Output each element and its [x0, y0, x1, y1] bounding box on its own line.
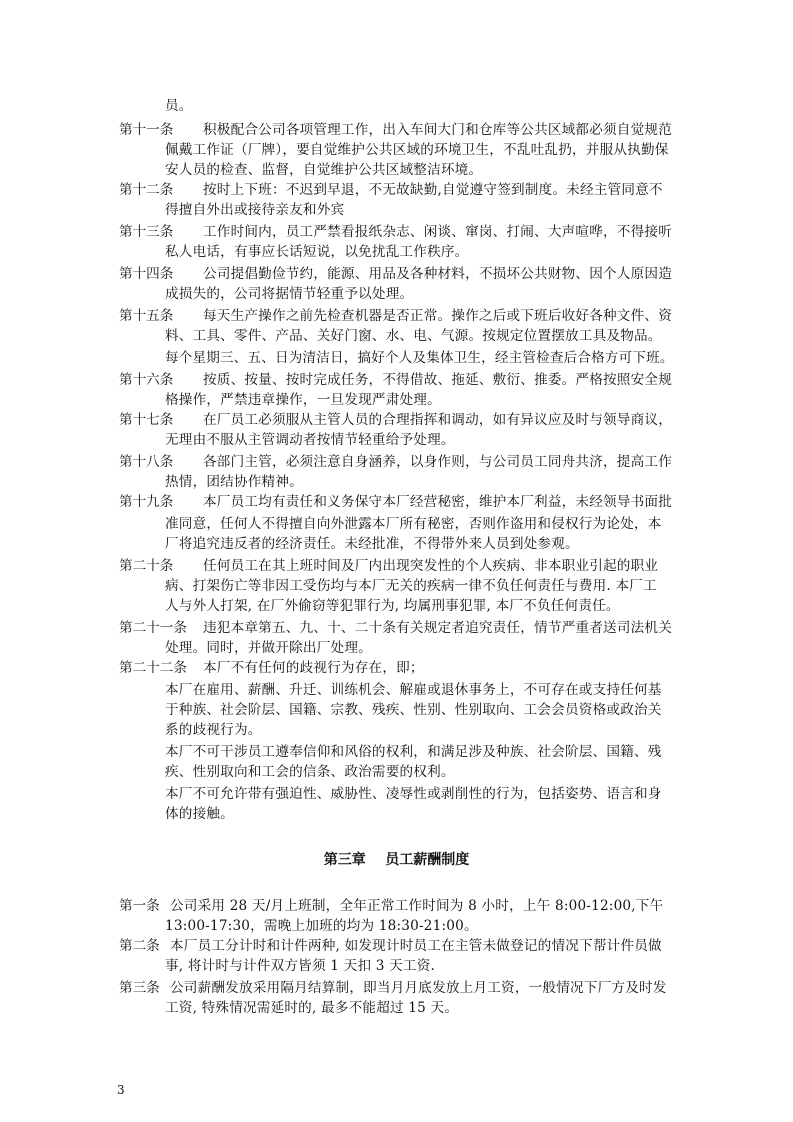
text-line: 系的歧视行为。 — [165, 722, 262, 738]
article-number: 第二条 — [119, 938, 160, 954]
text-line: 疾、性别取向和工会的信条、政治需要的权利。 — [165, 764, 455, 780]
chapter-label: 第三章 — [323, 852, 366, 868]
text-line: 无理由不服从主管调动者按情节轻重给予处理。 — [165, 432, 455, 448]
page-number: 3 — [117, 1083, 125, 1097]
text-line: 任何员工在其上班时间及厂内出现突发性的个人疾病、非本职业引起的职业 — [203, 558, 659, 574]
text-line: 本厂不可允许带有强迫性、威胁性、凌辱性或剥削性的行为，包括姿势、语言和身 — [165, 786, 662, 802]
text-line: 体的接触。 — [165, 806, 234, 822]
text-line: 安人员的检查、监督，自觉维护公共区域整洁环境。 — [165, 162, 483, 178]
text-line: 得擅自外出或接待亲友和外宾 — [165, 202, 345, 218]
text-line: 按时上下班：不迟到早退，不无故缺勤,自觉遵守签到制度。未经主管同意不 — [203, 182, 663, 198]
text-line: 格操作，严禁违章操作，一旦发现严肃处理。 — [165, 392, 441, 408]
article-number: 第十二条 — [119, 182, 174, 198]
text-line: 准同意，任何人不得擅自向外泄露本厂所有秘密，否则作盗用和侵权行为论处，本 — [165, 516, 662, 532]
text-line: 厂将追究违反者的经济责任。未经批准，不得带外来人员到处参观。 — [165, 536, 579, 552]
text-line: 私人电话，有事应长话短说，以免扰乱工作秩序。 — [165, 244, 469, 260]
article-number: 第一条 — [119, 898, 160, 914]
article-number: 第十九条 — [119, 494, 174, 510]
article-number: 第二十一条 — [119, 620, 187, 636]
text-line: 于种族、社会阶层、国籍、宗教、残疾、性别、性别取向、工会会员资格或政治关 — [165, 702, 662, 718]
text-line: 工资, 特殊情况需延时的, 最多不能超过 15 天。 — [165, 1000, 459, 1016]
text-line: 事, 将计时与计件双方皆须 1 天扣 3 天工资. — [165, 958, 436, 974]
text-line: 公司薪酬发放采用隔月结算制，即当月月底发放上月工资，一般情况下厂方及时发 — [170, 980, 667, 996]
text-line: 各部门主管，必须注意自身涵养，以身作则，与公司员工同舟共济，提高工作 — [203, 454, 672, 470]
text-line: 本厂不有任何的歧视行为存在，即； — [203, 660, 424, 676]
text-line: 本厂在雇用、薪酬、升迁、训练机会、解雇或退休事务上，不可存在或支持任何基 — [165, 682, 662, 698]
article-number: 第十八条 — [119, 454, 174, 470]
article-number: 第三条 — [119, 980, 160, 996]
text-line: 成损失的，公司将据情节轻重予以处理。 — [165, 286, 414, 302]
text-line: 工作时间内，员工严禁看报纸杂志、闲谈、窜岗、打闹、大声喧哗，不得接听 — [203, 224, 672, 240]
text-line: 处理。同时，并做开除出厂处理。 — [165, 640, 372, 656]
text-line: 料、工具、零件、产品、关好门窗、水、电、气源。按规定位置摆放工具及物品。 — [165, 328, 662, 344]
text-line: 本厂员工均有责任和义务保守本厂经营秘密，维护本厂利益，未经领导书面批 — [203, 494, 672, 510]
article-number: 第二十二条 — [119, 660, 187, 676]
text-line: 每个星期三、五、日为清洁日，搞好个人及集体卫生，经主管检查后合格方可下班。 — [165, 350, 674, 366]
text-line: 人与外人打架, 在厂外偷窃等犯罪行为, 均属刑事犯罪, 本厂不负任何责任。 — [165, 598, 620, 614]
text-line: 每天生产操作之前先检查机器是否正常。操作之后或下班后收好各种文件、资 — [203, 308, 672, 324]
text-line: 在厂员工必须服从主管人员的合理指挥和调动，如有异议应及时与领导商议， — [203, 412, 672, 428]
article-number: 第十三条 — [119, 224, 174, 240]
article-number: 第十一条 — [119, 122, 174, 138]
text-line: 13:00-17:30，需晚上加班的均为 18:30-21:00。 — [165, 918, 478, 934]
text-line: 公司采用 28 天/月上班制，全年正常工作时间为 8 小时，上午 8:00-12:00,下午 — [170, 898, 664, 914]
text-line: 违犯本章第五、九、十、二十条有关规定者追究责任，情节严重者送司法机关 — [203, 620, 672, 636]
chapter-name: 员工薪酬制度 — [385, 852, 470, 868]
text-line: 积极配合公司各项管理工作，出入车间大门和仓库等公共区域都必须自觉规范 — [203, 122, 672, 138]
article-number: 第十六条 — [119, 372, 174, 388]
text-line: 本厂不可干涉员工遵奉信仰和风俗的权利，和满足涉及种族、社会阶层、国籍、残 — [165, 744, 662, 760]
text-line: 公司提倡勤俭节约，能源、用品及各种材料，不损坏公共财物、因个人原因造 — [203, 266, 672, 282]
text-line: 按质、按量、按时完成任务，不得借故、拖延、敷衍、推委。严格按照安全规 — [203, 372, 672, 388]
article-number: 第二十条 — [119, 558, 174, 574]
text-line: 员。 — [165, 98, 193, 114]
text-line: 热情，团结协作精神。 — [165, 474, 303, 490]
text-line: 本厂员工分计时和计件两种, 如发现计时员工在主管未做登记的情况下帮计件员做 — [170, 938, 662, 954]
article-number: 第十七条 — [119, 412, 174, 428]
article-number: 第十四条 — [119, 266, 174, 282]
text-line: 病、打架伤亡等非因工受伤均与本厂无关的疾病一律不负任何责任与费用. 本厂工 — [165, 578, 657, 594]
text-line: 佩戴工作证（厂牌），要自觉维护公共区域的环境卫生，不乱吐乱扔，并服从执勤保 — [165, 142, 669, 158]
article-number: 第十五条 — [119, 308, 174, 324]
chapter-title — [0, 850, 793, 870]
